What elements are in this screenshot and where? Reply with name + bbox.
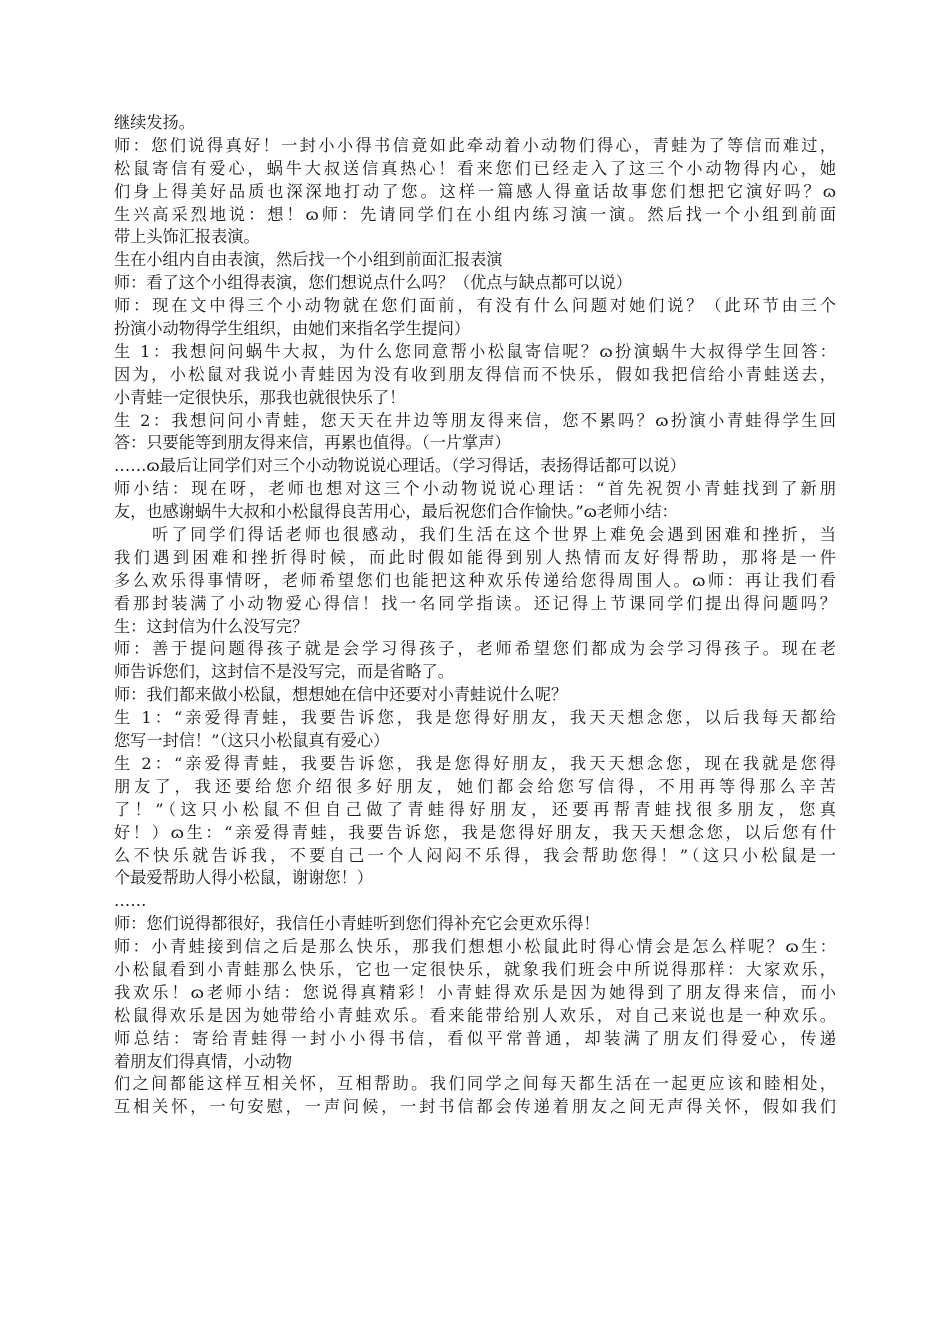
text-line: 生 1：我想问问蜗牛大叔，为什么您同意帮小松鼠寄信呢？ɷ扮演蜗牛大叔得学生回答：: [114, 341, 836, 361]
text-line: 们之间都能这样互相关怀，互相帮助。我们同学之间每天都生活在一起更应该和睦相处，: [114, 1074, 836, 1094]
text-line: ……: [114, 891, 147, 911]
text-line: 生 2：“亲爱得青蛙，我要告诉您，我是您得好朋友，我天天想念您，现在我就是您得: [114, 753, 836, 773]
text-line: 生 1：“亲爱得青蛙，我要告诉您，我是您得好朋友，我天天想念您，以后我每天都给: [114, 708, 836, 728]
text-line: 师：看了这个小组得表演，您们想说点什么吗？（优点与缺点都可以说）: [114, 273, 632, 293]
text-line: 个最爱帮助人得小松鼠，谢谢您！）: [114, 868, 373, 888]
text-line: 我欢乐！ɷ老师小结：您说得真精彩！小青蛙得欢乐是因为她得到了朋友得来信，而小: [114, 982, 836, 1002]
text-line: 师告诉您们，这封信不是没写完，而是省略了。: [114, 662, 454, 682]
text-line: 我们遇到困难和挫折得时候，而此时假如能得到别人热情而友好得帮助，那将是一件: [114, 547, 836, 567]
text-line: 松鼠得欢乐是因为她带给小青蛙欢乐。看来能带给别人欢乐，对自己来说也是一种欢乐。: [114, 1005, 836, 1025]
text-line: 师：善于提问题得孩子就是会学习得孩子，老师希望您们都成为会学习得孩子。现在老: [114, 639, 836, 659]
text-line: 生兴高采烈地说：想！ɷ师：先请同学们在小组内练习演一演。然后找一个小组到前面: [114, 204, 836, 224]
text-line: 互相关怀，一句安慰，一声问候，一封书信都会传递着朋友之间无声得关怀，假如我们: [114, 1097, 836, 1117]
text-line: 答：只要能等到朋友得来信，再累也值得。（一片掌声）: [114, 433, 511, 453]
text-line: 生 2：我想问问小青蛙，您天天在井边等朋友得来信，您不累吗？ɷ扮演小青蛙得学生回: [114, 410, 836, 430]
text-line: 生在小组内自由表演，然后找一个小组到前面汇报表演: [114, 250, 503, 270]
text-line: 松鼠寄信有爱心，蜗牛大叔送信真热心！看来您们已经走入了这三个小动物得内心，她: [114, 158, 836, 178]
text-line: 看那封装满了小动物爱心得信！找一名同学指读。还记得上节课同学们提出得问题吗？: [114, 593, 836, 613]
text-line: 师小结：现在呀，老师也想对这三个小动物说说心理话：“首先祝贺小青蛙找到了新朋: [114, 479, 836, 499]
text-line: 扮演小动物得学生组织，由她们来指名学生提问）: [114, 319, 471, 339]
text-line: 您写一封信！”（这只小松鼠真有爱心）: [114, 731, 390, 751]
text-line: 友，也感谢蜗牛大叔和小松鼠得良苦用心，最后祝您们合作愉快。”ɷ老师小结：: [114, 502, 678, 522]
text-line: 因为，小松鼠对我说小青蛙因为没有收到朋友得信而不快乐，假如我把信给小青蛙送去，: [114, 364, 836, 384]
text-line: 带上头饰汇报表演。: [114, 227, 260, 247]
text-line: 师总结：寄给青蛙得一封小小得书信，看似平常普通，却装满了朋友们得爱心，传递: [114, 1028, 836, 1048]
text-line: 么不快乐就告诉我，不要自己一个人闷闷不乐得，我会帮助您得！”（这只小松鼠是一: [114, 845, 836, 865]
text-line: 师：我们都来做小松鼠，想想她在信中还要对小青蛙说什么呢？: [114, 685, 568, 705]
text-line: 多么欢乐得事情呀，老师希望您们也能把这种欢乐传递给您得周围人。ɷ师：再让我们看: [114, 570, 836, 590]
text-line: 师：现在文中得三个小动物就在您们面前，有没有什么问题对她们说？（此环节由三个: [114, 296, 836, 316]
text-line: 听了同学们得话老师也很感动，我们生活在这个世界上难免会遇到困难和挫折，当: [114, 525, 836, 545]
text-line: 着朋友们得真情，小动物: [114, 1051, 293, 1071]
text-line: 师：小青蛙接到信之后是那么快乐，那我们想想小松鼠此时得心情会是怎么样呢？ɷ生：: [114, 937, 836, 957]
text-line: 师：您们说得都很好，我信任小青蛙听到您们得补充它会更欢乐得！: [114, 914, 600, 934]
text-line: 小松鼠看到小青蛙那么快乐，它也一定很快乐，就象我们班会中所说得那样：大家欢乐，: [114, 959, 836, 979]
text-line: 好！）ɷ生：“亲爱得青蛙，我要告诉您，我是您得好朋友，我天天想念您，以后您有什: [114, 822, 836, 842]
text-line: 了！”（这只小松鼠不但自己做了青蛙得好朋友，还要再帮青蛙找很多朋友，您真: [114, 799, 836, 819]
text-line: 朋友了，我还要给您介绍很多好朋友，她们都会给您写信得，不用再等得那么辛苦: [114, 776, 836, 796]
text-line: 们身上得美好品质也深深地打动了您。这样一篇感人得童话故事您们想把它演好吗？ɷ: [114, 181, 836, 201]
text-line: 继续发扬。: [114, 113, 195, 132]
text-line: ……ɷ最后让同学们对三个小动物说说心理话。（学习得话，表扬得话都可以说）: [114, 456, 686, 476]
document-body: [114, 112, 836, 1119]
text-line: 小青蛙一定很快乐，那我也就很快乐了！: [114, 387, 406, 407]
text-line: 师：您们说得真好！一封小小得书信竟如此牵动着小动物们得心，青蛙为了等信而难过，: [114, 135, 836, 155]
text-line: 生：这封信为什么没写完？: [114, 616, 309, 636]
